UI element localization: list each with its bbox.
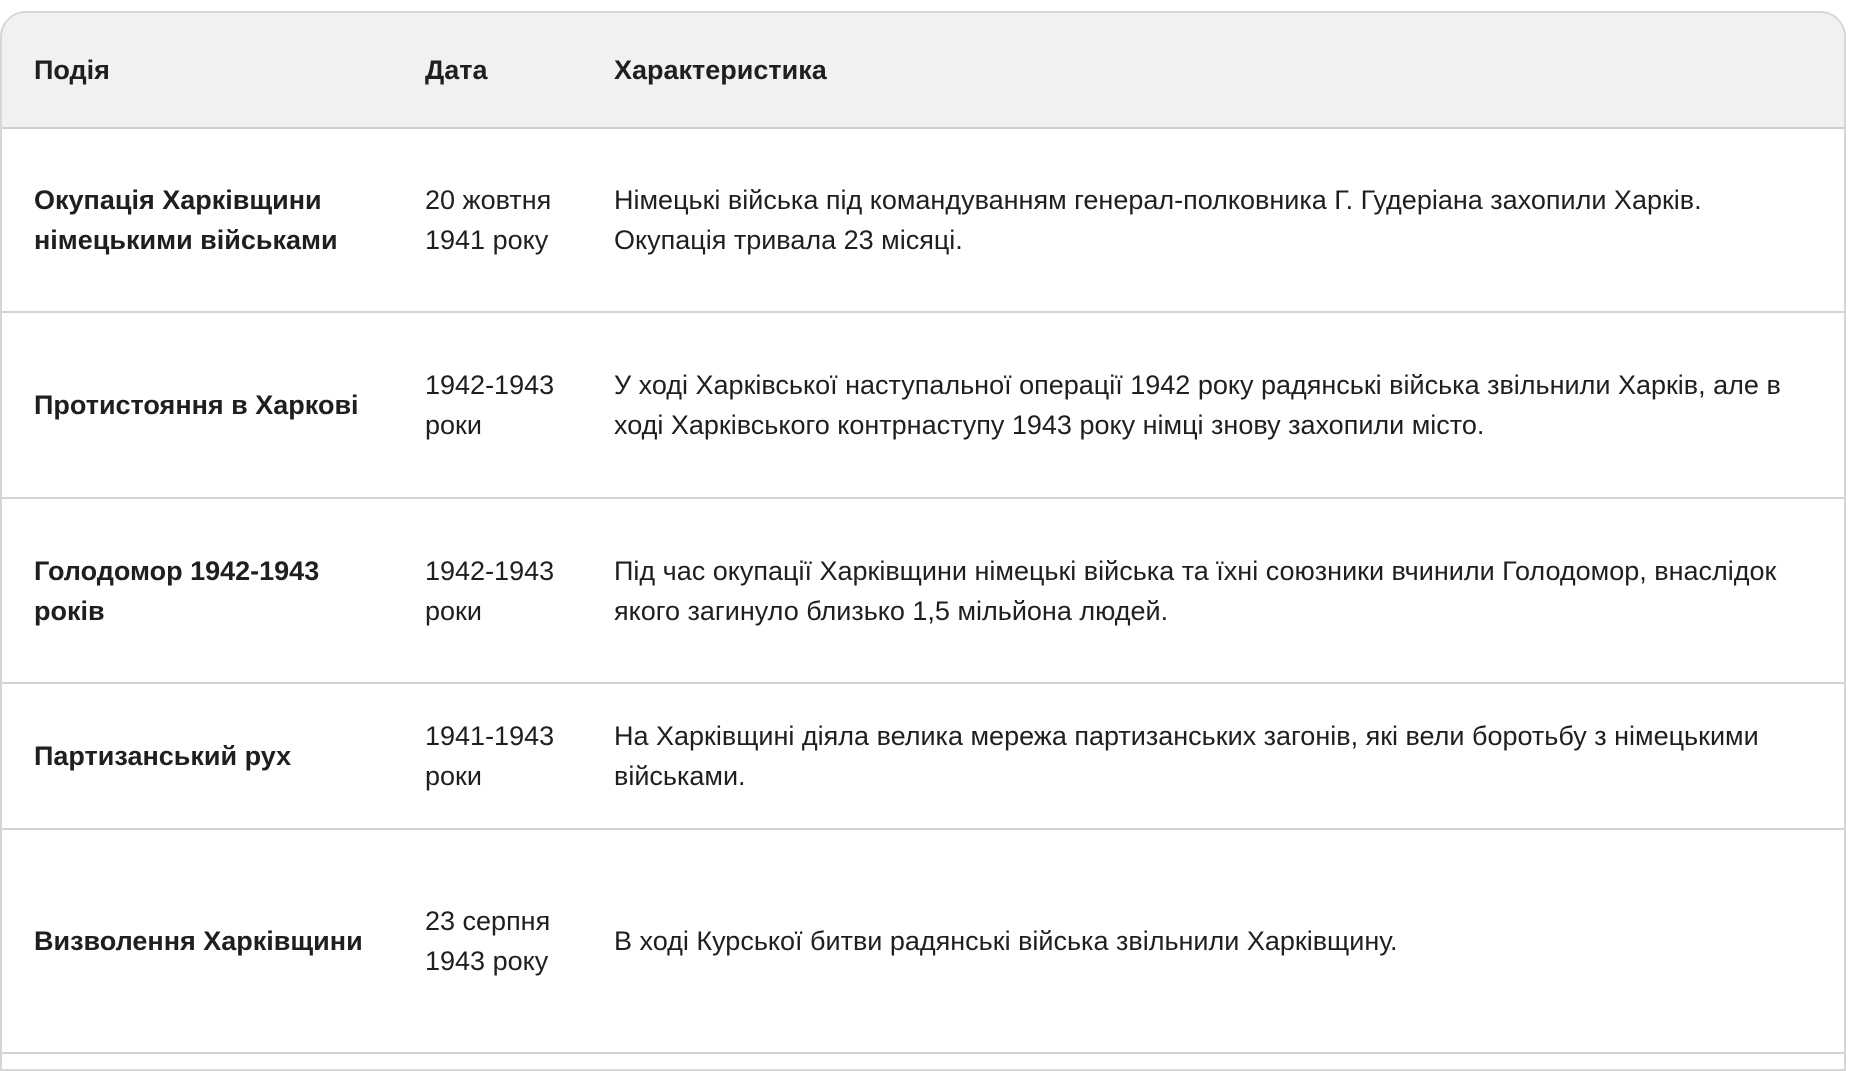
event-cell: Партизанський рух bbox=[2, 683, 392, 829]
description-cell: В ході Курської битви радянські війська звільнили Харківщину. bbox=[581, 829, 1844, 1053]
history-table-card bbox=[0, 11, 1846, 1071]
history-table bbox=[2, 13, 1844, 1054]
table-body bbox=[2, 128, 1844, 1053]
column-header-description: Характеристика bbox=[581, 13, 1844, 128]
date-cell: 1942-1943 роки bbox=[392, 312, 581, 498]
event-cell: Протистояння в Харкові bbox=[2, 312, 392, 498]
table-row bbox=[2, 498, 1844, 683]
header-row bbox=[2, 13, 1844, 128]
date-cell: 20 жовтня 1941 року bbox=[392, 128, 581, 312]
table-row bbox=[2, 312, 1844, 498]
event-cell: Голодомор 1942-1943 років bbox=[2, 498, 392, 683]
description-cell: На Харківщині діяла велика мережа партизанських загонів, які вели боротьбу з німецькими військами. bbox=[581, 683, 1844, 829]
date-cell: 1942-1943 роки bbox=[392, 498, 581, 683]
date-cell: 23 серпня 1943 року bbox=[392, 829, 581, 1053]
description-cell: У ході Харківської наступальної операції 1942 року радянські війська звільнили Харків, але в ході Харківського контрнаступу 1943 року німці знову захопили місто. bbox=[581, 312, 1844, 498]
event-cell: Визволення Харківщини bbox=[2, 829, 392, 1053]
description-cell: Німецькі війська під командуванням генерал-полковника Г. Гудеріана захопили Харків. Окупація тривала 23 місяці. bbox=[581, 128, 1844, 312]
table-header bbox=[2, 13, 1844, 128]
column-header-event: Подія bbox=[2, 13, 392, 128]
table-row bbox=[2, 829, 1844, 1053]
table-row bbox=[2, 128, 1844, 312]
event-cell: Окупація Харківщини німецькими військами bbox=[2, 128, 392, 312]
table-row bbox=[2, 683, 1844, 829]
date-cell: 1941-1943 роки bbox=[392, 683, 581, 829]
description-cell: Під час окупації Харківщини німецькі війська та їхні союзники вчинили Голодомор, внаслідок якого загинуло близько 1,5 мільйона людей. bbox=[581, 498, 1844, 683]
column-header-date: Дата bbox=[392, 13, 581, 128]
